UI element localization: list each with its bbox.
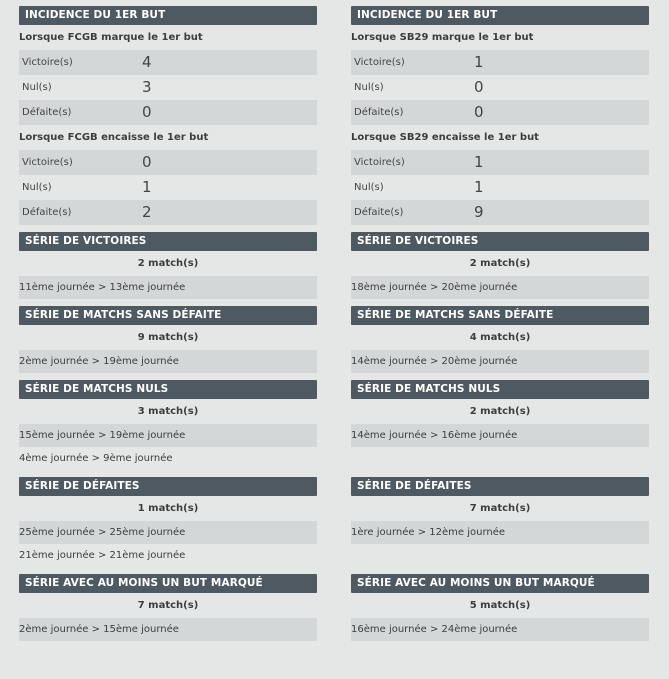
section-header-draws-streak: SÉRIE DE MATCHS NULS: [351, 380, 649, 399]
section-header-scoring-streak: SÉRIE AVEC AU MOINS UN BUT MARQUÉ: [351, 574, 649, 593]
stat-row: [19, 75, 317, 100]
team-column-away: [351, 6, 649, 641]
stat-value: 0: [474, 78, 484, 96]
streak-range: 15ème journée > 19ème journée: [19, 424, 317, 447]
section-header-unbeaten-streak: SÉRIE DE MATCHS SANS DÉFAITE: [351, 306, 649, 325]
stat-value: 4: [142, 53, 152, 71]
stat-row: [19, 150, 317, 175]
stat-value: 1: [474, 53, 484, 71]
stat-row: [19, 200, 317, 225]
section-header-losses-streak: SÉRIE DE DÉFAITES: [351, 477, 649, 496]
streak-count: 3 match(s): [137, 406, 199, 417]
stat-value: 1: [474, 153, 484, 171]
streak-count: 9 match(s): [137, 332, 199, 343]
stat-row: [19, 50, 317, 75]
stat-row: [19, 175, 317, 200]
stat-label: Nul(s): [22, 82, 52, 93]
section-header-scoring-streak: SÉRIE AVEC AU MOINS UN BUT MARQUÉ: [19, 574, 317, 593]
streak-range: 16ème journée > 24ème journée: [351, 618, 649, 641]
stat-value: 0: [142, 153, 152, 171]
streak-count: 2 match(s): [469, 406, 531, 417]
streak-range-empty: [351, 447, 649, 470]
stat-row: [351, 50, 649, 75]
stat-value: 3: [142, 78, 152, 96]
stat-label: Nul(s): [22, 182, 52, 193]
stat-value: 0: [474, 103, 484, 121]
team-column-home: [19, 6, 317, 641]
subheader-concedes-first: Lorsque FCGB encaisse le 1er but: [19, 132, 209, 143]
streak-range: 2ème journée > 15ème journée: [19, 618, 317, 641]
stat-row: [351, 100, 649, 125]
stat-label: Nul(s): [354, 82, 384, 93]
stat-row: [351, 200, 649, 225]
streak-count: 4 match(s): [469, 332, 531, 343]
streak-range: 14ème journée > 16ème journée: [351, 424, 649, 447]
section-header-unbeaten-streak: SÉRIE DE MATCHS SANS DÉFAITE: [19, 306, 317, 325]
stat-label: Défaite(s): [354, 207, 404, 218]
stat-value: 9: [474, 203, 484, 221]
streak-range: 25ème journée > 25ème journée: [19, 521, 317, 544]
streak-count: 7 match(s): [469, 503, 531, 514]
stat-label: Victoire(s): [22, 57, 73, 68]
streak-range: 2ème journée > 19ème journée: [19, 350, 317, 373]
stat-label: Défaite(s): [22, 207, 72, 218]
subheader-scores-first: Lorsque FCGB marque le 1er but: [19, 32, 203, 43]
section-header-losses-streak: SÉRIE DE DÉFAITES: [19, 477, 317, 496]
streak-range-empty: [351, 544, 649, 567]
streak-count: 2 match(s): [469, 258, 531, 269]
section-header-incidence: INCIDENCE DU 1ER BUT: [351, 6, 649, 25]
streak-count: 7 match(s): [137, 600, 199, 611]
streak-range: 11ème journée > 13ème journée: [19, 276, 317, 299]
stat-label: Victoire(s): [354, 157, 405, 168]
subheader-concedes-first: Lorsque SB29 encaisse le 1er but: [351, 132, 539, 143]
streak-range: 21ème journée > 21ème journée: [19, 550, 186, 561]
streak-range: 4ème journée > 9ème journée: [19, 453, 173, 464]
stat-row: [351, 150, 649, 175]
section-header-incidence: INCIDENCE DU 1ER BUT: [19, 6, 317, 25]
streak-range: 1ère journée > 12ème journée: [351, 521, 649, 544]
stat-label: Victoire(s): [22, 157, 73, 168]
subheader-scores-first: Lorsque SB29 marque le 1er but: [351, 32, 534, 43]
section-header-draws-streak: SÉRIE DE MATCHS NULS: [19, 380, 317, 399]
stat-value: 1: [142, 178, 152, 196]
section-header-wins-streak: SÉRIE DE VICTOIRES: [351, 232, 649, 251]
stat-row: [351, 75, 649, 100]
section-header-wins-streak: SÉRIE DE VICTOIRES: [19, 232, 317, 251]
stat-row: [19, 100, 317, 125]
streak-range: 14ème journée > 20ème journée: [351, 350, 649, 373]
streak-count: 5 match(s): [469, 600, 531, 611]
stat-value: 1: [474, 178, 484, 196]
streak-range: 18ème journée > 20ème journée: [351, 276, 649, 299]
stat-label: Défaite(s): [354, 107, 404, 118]
streak-count: 2 match(s): [137, 258, 199, 269]
stat-row: [351, 175, 649, 200]
stat-value: 0: [142, 103, 152, 121]
stat-label: Nul(s): [354, 182, 384, 193]
stat-label: Victoire(s): [354, 57, 405, 68]
stat-value: 2: [142, 203, 152, 221]
streak-count: 1 match(s): [137, 503, 199, 514]
stat-label: Défaite(s): [22, 107, 72, 118]
